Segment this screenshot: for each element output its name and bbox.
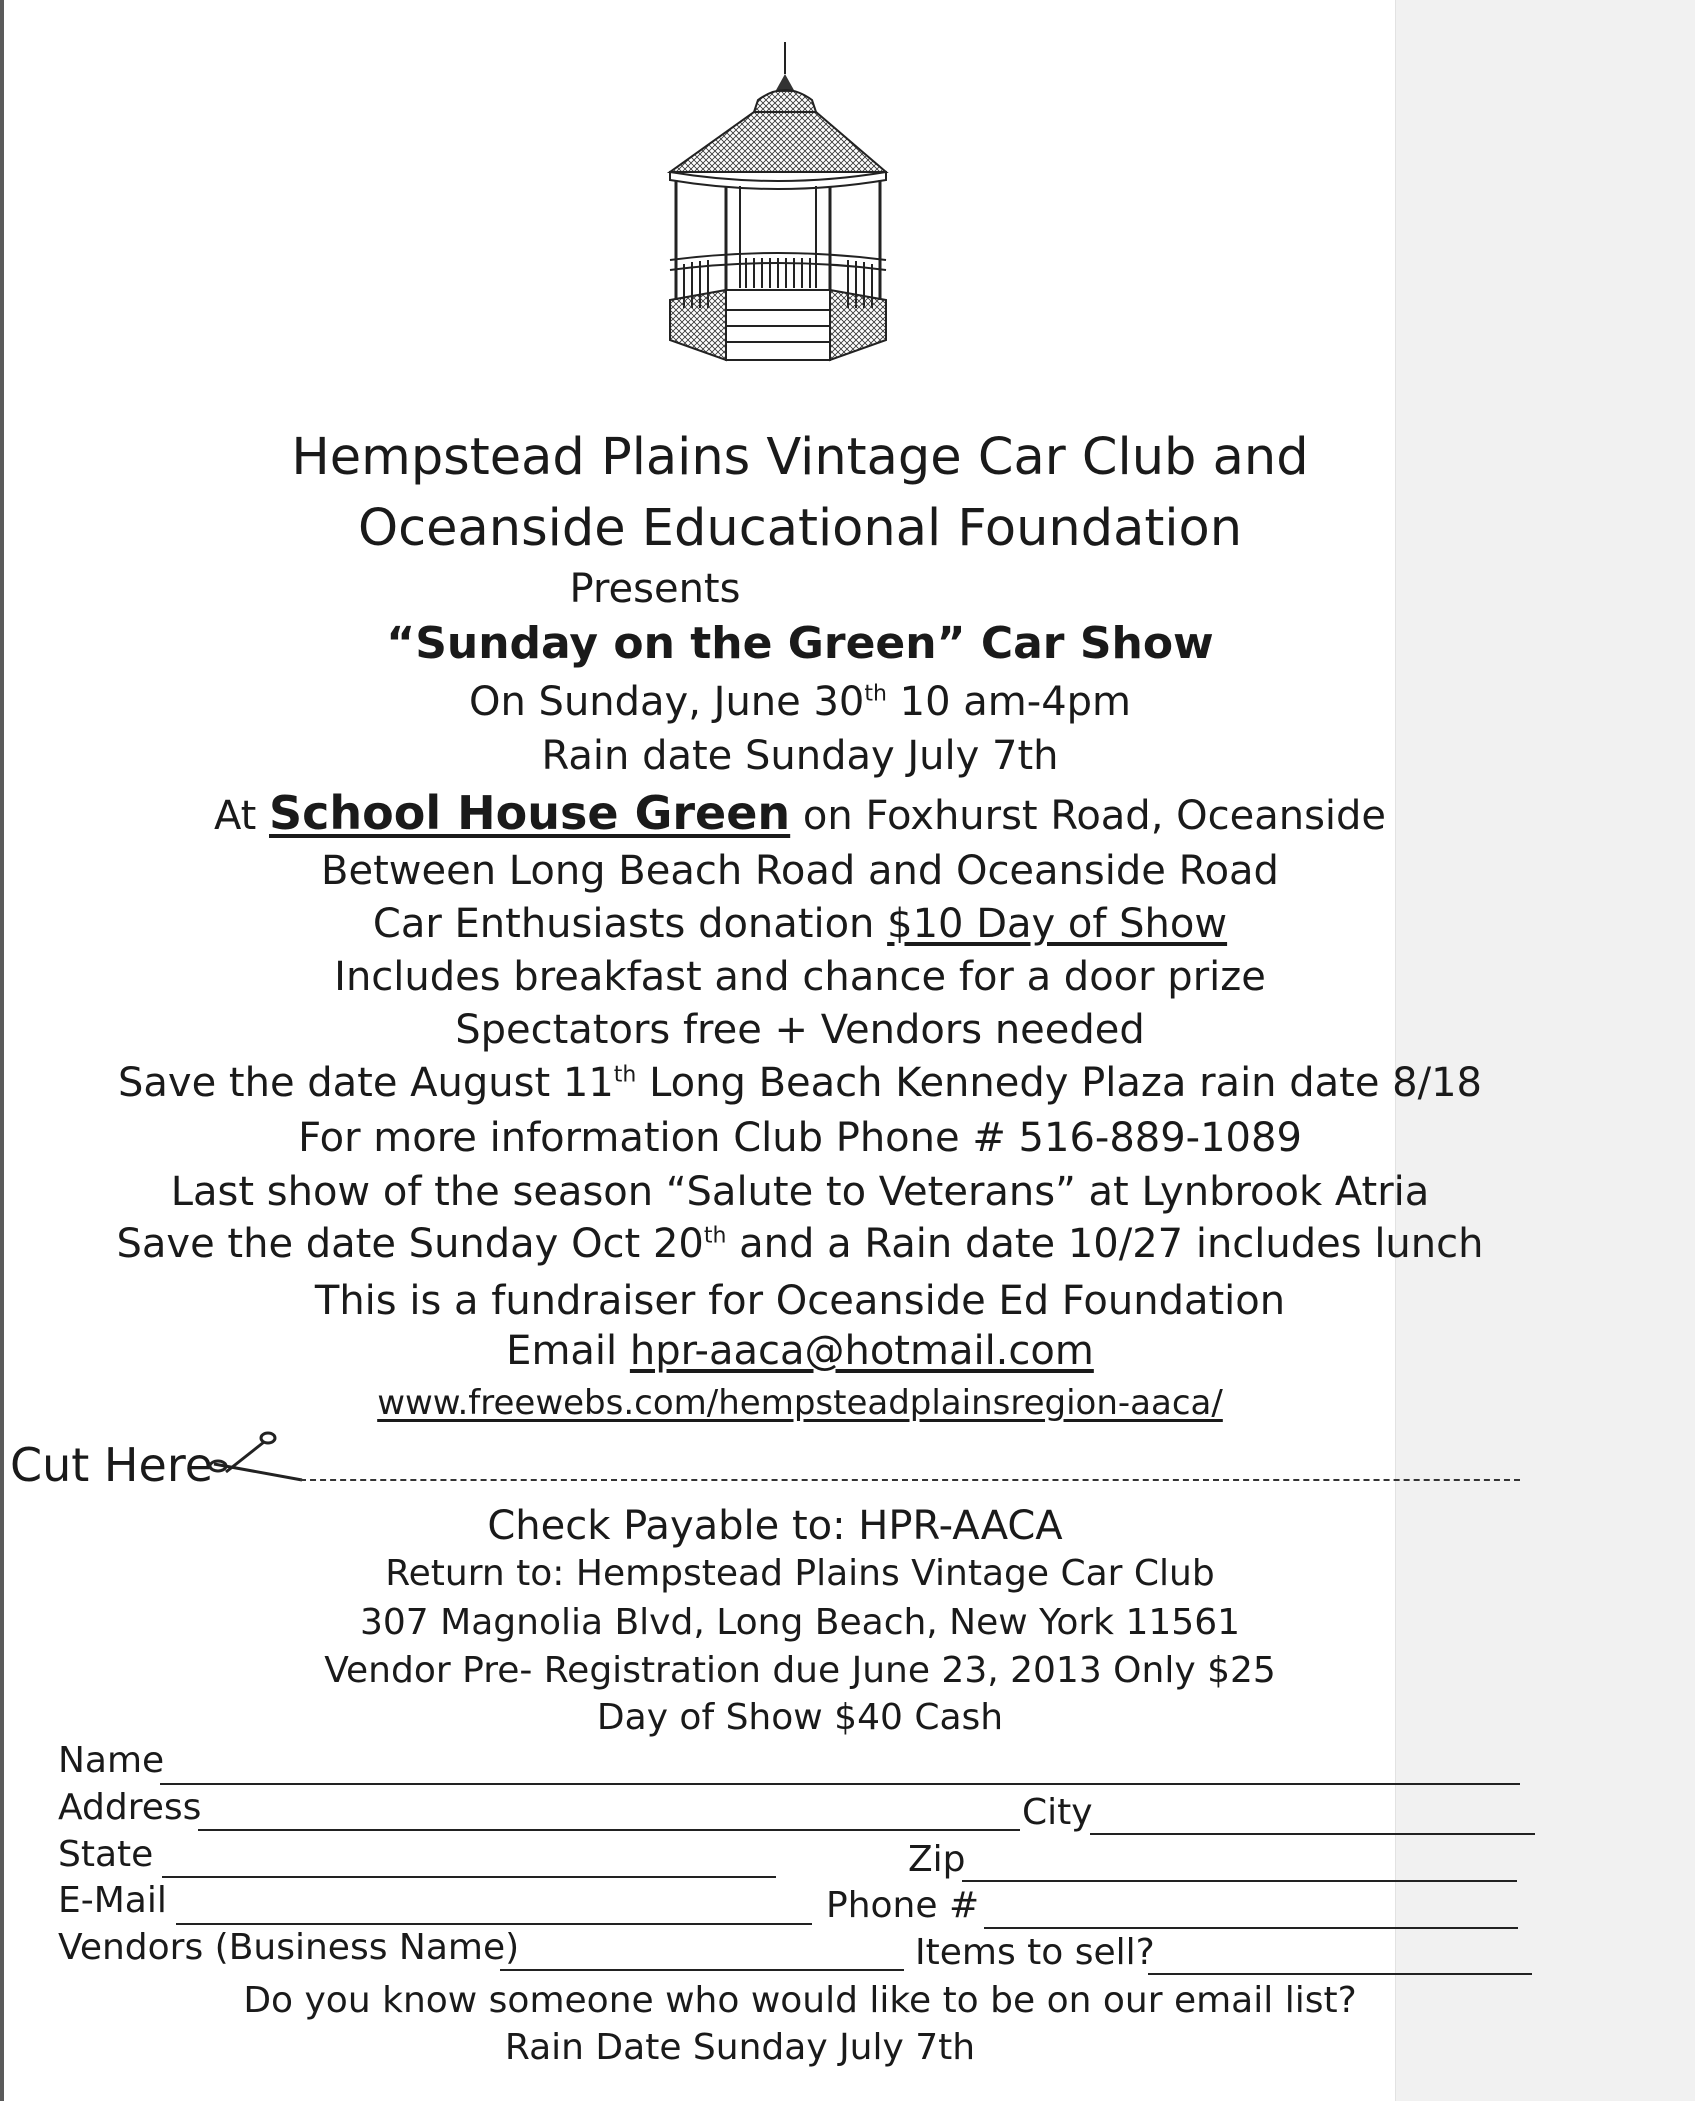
event-title: “Sunday on the Green” Car Show <box>386 618 1214 669</box>
city-label: City <box>1022 1792 1093 1833</box>
scissors-icon <box>206 1430 306 1490</box>
rain-date: Rain date Sunday July 7th <box>541 733 1059 779</box>
includes-line: Includes breakfast and chance for a door prize <box>334 954 1266 1000</box>
cut-here-label: Cut Here <box>10 1438 214 1492</box>
address-label: Address <box>58 1787 202 1828</box>
save-aug-main: Save the date August 11 <box>118 1060 614 1106</box>
event-date-main: On Sunday, June 30 <box>469 679 865 725</box>
email-prefix: Email <box>506 1328 630 1374</box>
items-label: Items to sell? <box>915 1932 1155 1973</box>
email-list-question: Do you know someone who would like to be on our email list? <box>243 1980 1357 2021</box>
donation-amount: $10 Day of Show <box>887 901 1228 947</box>
scan-margin-right <box>1395 0 1695 2101</box>
name-label: Name <box>58 1740 165 1781</box>
email-label: E-Mail <box>58 1880 167 1921</box>
location-prefix: At <box>213 793 270 839</box>
save-date-august <box>0 1060 1600 1106</box>
email-field[interactable] <box>176 1923 812 1925</box>
website-link[interactable]: www.freewebs.com/hempsteadplainsregion-aaca/ <box>377 1383 1223 1423</box>
event-date-time: 10 am-4pm <box>886 679 1131 725</box>
day-of-show-fee: Day of Show $40 Cash <box>596 1697 1004 1738</box>
scan-edge-left <box>0 0 4 2101</box>
address-field[interactable] <box>198 1829 1020 1831</box>
check-payable: Check Payable to: HPR-AACA <box>487 1503 1063 1549</box>
info-phone: For more information Club Phone # 516-889-1089 <box>298 1115 1302 1161</box>
zip-field[interactable] <box>962 1880 1517 1882</box>
header-line-2: Oceanside Educational Foundation <box>357 499 1243 558</box>
event-date-sup: th <box>864 681 887 707</box>
location-suffix: on Foxhurst Road, Oceanside <box>790 793 1387 839</box>
save-oct-rest: and a Rain date 10/27 includes lunch <box>726 1221 1484 1267</box>
donation-prefix: Car Enthusiasts donation <box>372 901 888 947</box>
vendors-field[interactable] <box>500 1969 904 1971</box>
donation-line <box>0 901 1600 947</box>
zip-label: Zip <box>908 1839 966 1880</box>
state-label: State <box>58 1834 154 1875</box>
vendor-preregistration: Vendor Pre- Registration due June 23, 2013 Only $25 <box>324 1650 1276 1691</box>
last-show-line: Last show of the season “Salute to Veterans” at Lynbrook Atria <box>170 1169 1430 1215</box>
event-date <box>0 679 1600 725</box>
rain-date-footer: Rain Date Sunday July 7th <box>504 2027 976 2068</box>
save-date-october <box>0 1221 1600 1267</box>
location-name: School House Green <box>269 786 791 840</box>
spectators-line: Spectators free + Vendors needed <box>455 1007 1145 1053</box>
return-to: Return to: Hempstead Plains Vintage Car Club <box>385 1553 1215 1594</box>
email-line <box>0 1328 1600 1374</box>
mailing-address: 307 Magnolia Blvd, Long Beach, New York 11561 <box>360 1602 1240 1643</box>
location-between: Between Long Beach Road and Oceanside Road <box>321 848 1279 894</box>
save-oct-sup: th <box>703 1223 727 1249</box>
cut-line <box>300 1479 1520 1481</box>
gazebo-illustration <box>640 40 920 400</box>
phone-field[interactable] <box>984 1927 1518 1929</box>
event-location <box>0 786 1600 840</box>
save-aug-sup: th <box>613 1062 637 1088</box>
presents-label: Presents <box>569 566 741 612</box>
save-oct-main: Save the date Sunday Oct 20 <box>116 1221 704 1267</box>
save-aug-rest: Long Beach Kennedy Plaza rain date 8/18 <box>636 1060 1482 1106</box>
city-field[interactable] <box>1090 1833 1535 1835</box>
phone-label: Phone # <box>826 1885 980 1926</box>
email-link[interactable]: hpr-aaca@hotmail.com <box>629 1328 1094 1374</box>
name-field[interactable] <box>160 1783 1520 1785</box>
fundraiser-line: This is a fundraiser for Oceanside Ed Foundation <box>314 1278 1286 1324</box>
vendors-label: Vendors (Business Name) <box>58 1927 520 1968</box>
items-field[interactable] <box>1148 1973 1532 1975</box>
header-line-1: Hempstead Plains Vintage Car Club and <box>291 428 1309 487</box>
cut-here-divider <box>10 1430 1520 1490</box>
state-field[interactable] <box>162 1876 776 1878</box>
